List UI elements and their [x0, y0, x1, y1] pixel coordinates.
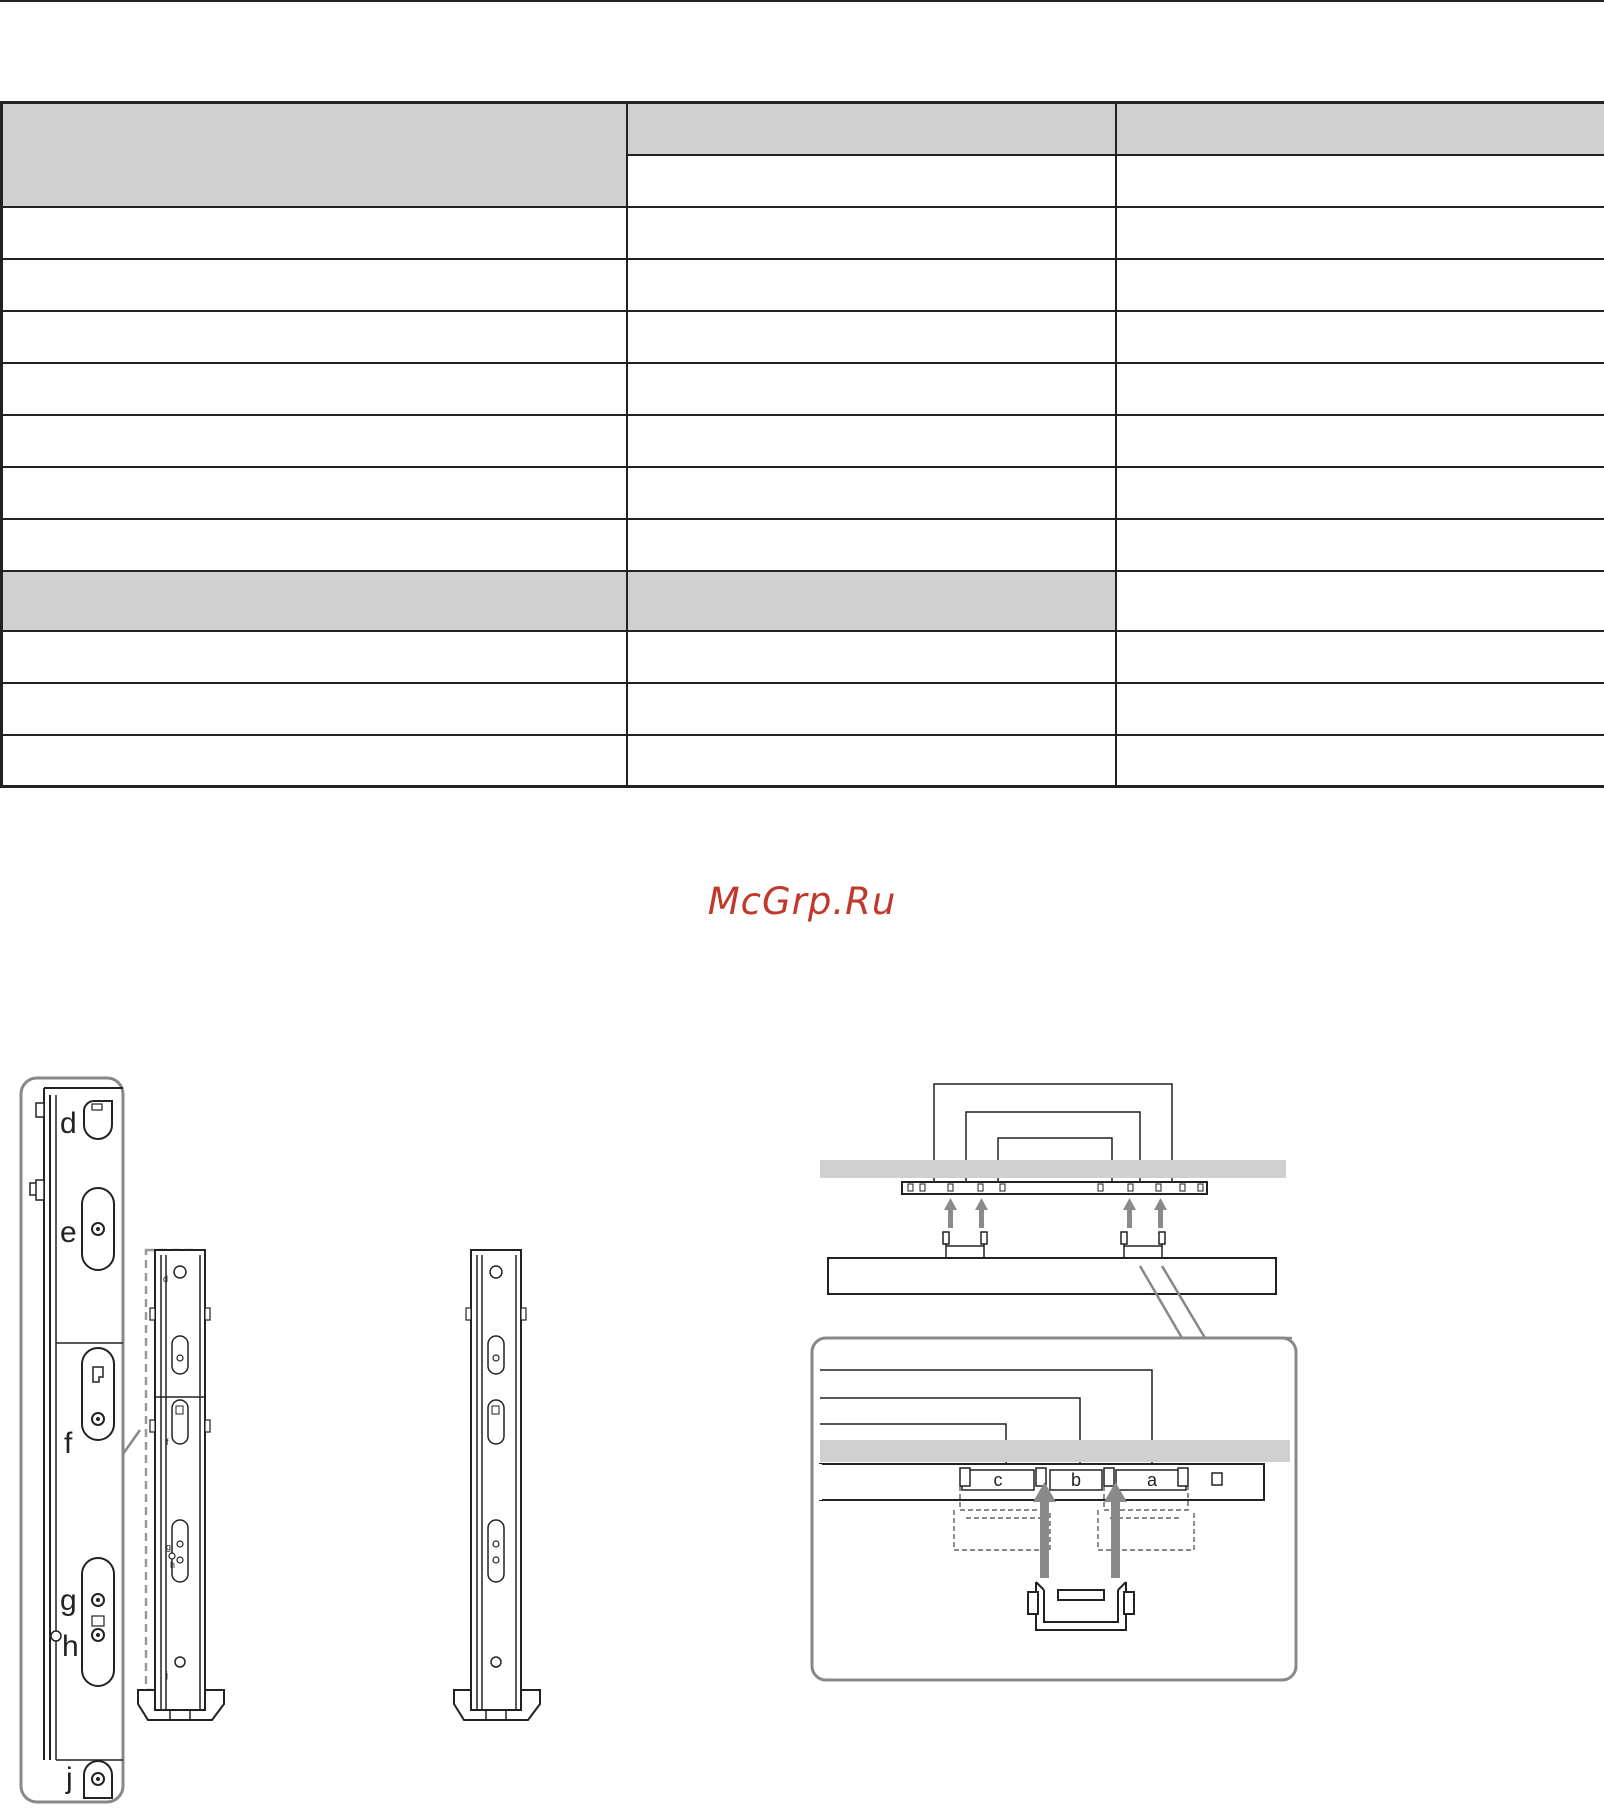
table-row	[2, 467, 1604, 519]
table-cell	[1116, 155, 1604, 207]
ceiling-band	[820, 1160, 1286, 1178]
table-cell	[627, 207, 1116, 259]
table-cell	[627, 311, 1116, 363]
table-cell	[627, 683, 1116, 735]
table-cell	[2, 631, 627, 683]
hooks-small	[943, 1232, 1165, 1258]
table-row	[2, 571, 1604, 631]
bracket-label-j: j	[166, 1670, 168, 1680]
bracket-view-a	[138, 1250, 224, 1720]
slot-label-c: c	[993, 1470, 1003, 1490]
table-cell	[1116, 519, 1604, 571]
table-row	[2, 415, 1604, 467]
bracket-label-f: f	[166, 1437, 169, 1447]
table-cell	[2, 683, 627, 735]
table-cell	[2, 207, 627, 259]
table-cell	[2, 519, 627, 571]
insert-arrows	[944, 1198, 1167, 1228]
table-cell	[1116, 363, 1604, 415]
bracket-figure	[0, 1060, 600, 1808]
detail-label-d: d	[60, 1107, 77, 1140]
table-cell	[1116, 207, 1604, 259]
table-cell	[627, 467, 1116, 519]
table-cell	[627, 735, 1116, 787]
table-cell	[2, 311, 627, 363]
table-cell	[1116, 683, 1604, 735]
table-row	[2, 631, 1604, 683]
display-body	[828, 1258, 1276, 1294]
table-cell	[627, 415, 1116, 467]
rail-figure	[800, 1070, 1320, 1690]
table-row	[2, 735, 1604, 787]
bracket-label-g: g	[166, 1542, 172, 1552]
table-row	[2, 259, 1604, 311]
table-cell	[1116, 631, 1604, 683]
bracket-view-b	[454, 1250, 540, 1720]
detail-label-f: f	[64, 1427, 73, 1460]
table-cell	[627, 631, 1116, 683]
table-header-cell	[2, 103, 627, 207]
detail-label-e: e	[60, 1216, 77, 1249]
table-cell	[2, 415, 627, 467]
bracket-label-h: h	[170, 1560, 176, 1570]
table-row	[2, 683, 1604, 735]
slot-label-a: a	[1146, 1470, 1158, 1490]
spec-table	[0, 101, 1604, 788]
table-row	[2, 311, 1604, 363]
table-cell	[627, 259, 1116, 311]
watermark: McGrp.Ru	[707, 880, 897, 923]
table-header-cell	[1116, 103, 1604, 155]
table-header-cell	[627, 103, 1116, 155]
table-cell	[2, 735, 627, 787]
table-row	[2, 363, 1604, 415]
table-cell	[2, 259, 627, 311]
detail-label-g: g	[60, 1584, 77, 1617]
detail-label-h: h	[62, 1630, 79, 1663]
table-cell	[627, 363, 1116, 415]
rail-detail-callout	[812, 1338, 1296, 1680]
detail-label-j: j	[66, 1762, 73, 1795]
table-cell	[627, 155, 1116, 207]
slot-label-b: b	[1070, 1470, 1082, 1490]
bracket-detail-callout	[21, 1078, 140, 1802]
table-cell	[2, 363, 627, 415]
table-cell	[1116, 311, 1604, 363]
hook-large	[1028, 1582, 1134, 1630]
table-section-header-cell	[2, 571, 627, 631]
table-cell	[1116, 735, 1604, 787]
table-cell	[1116, 571, 1604, 631]
bracket-label-d: d	[163, 1274, 169, 1284]
table-cell	[627, 519, 1116, 571]
table-row	[2, 103, 1604, 155]
table-cell	[1116, 259, 1604, 311]
table-section-header-cell	[627, 571, 1116, 631]
table-cell	[1116, 415, 1604, 467]
table-row	[2, 519, 1604, 571]
top-rule	[0, 0, 1604, 2]
table-cell	[2, 467, 627, 519]
table-cell	[1116, 467, 1604, 519]
table-row	[2, 207, 1604, 259]
